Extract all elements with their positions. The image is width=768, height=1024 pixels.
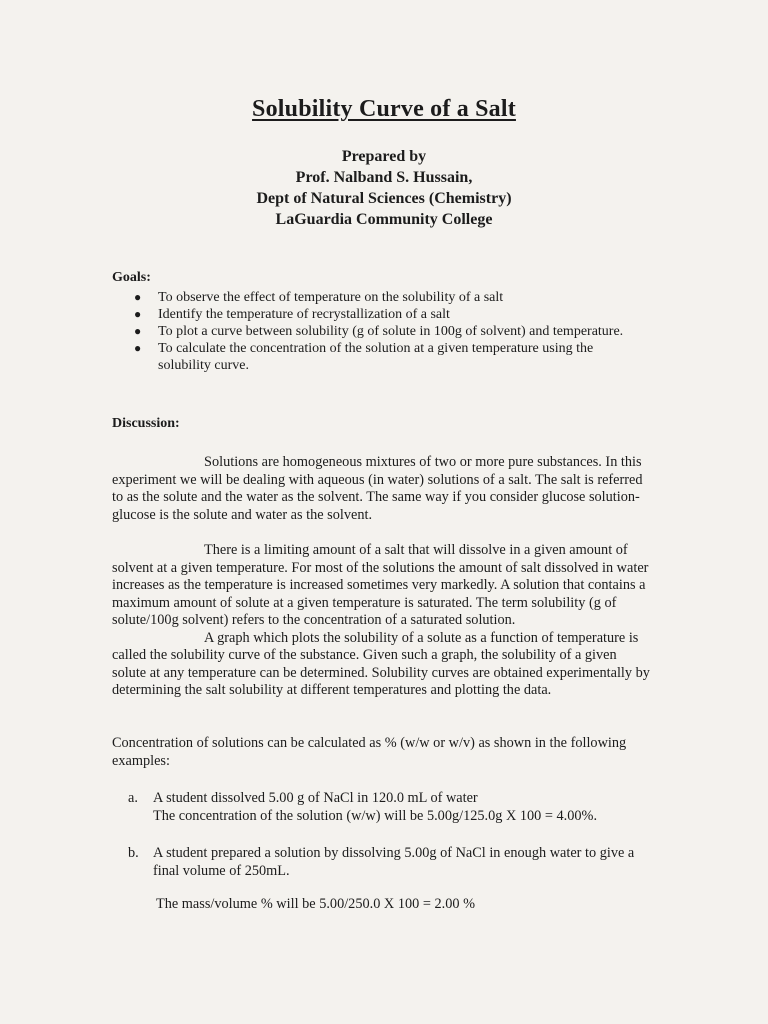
goal-item: ● To observe the effect of temperature on the solubility of a salt [134, 290, 504, 305]
example-label: a. [128, 790, 138, 806]
bullet-icon: ● [134, 341, 142, 355]
byline-author: Prof. Nalband S. Hussain, [295, 169, 473, 186]
paragraph-2b: A graph which plots the solubility of a solute as a function of temperature is called the solubility curve of the substance. Given such a graph, the solubility of a given solute at any temperature can be determined. Solubility curves are obtained experimentally by determining the salt solubility at different temperatures and plotting the data. [112, 629, 650, 698]
example-a [128, 790, 648, 825]
byline-prepared-by: Prepared by [341, 148, 427, 165]
goals-list [112, 289, 642, 374]
goal-item: ● To plot a curve between solubility (g of solute in 100g of solvent) and temperature. [134, 324, 624, 339]
byline [0, 146, 768, 230]
paragraph-2a: There is a limiting amount of a salt that will dissolve in a given amount of solvent at a given temperature. For most of the solutions the amount of salt dissolved in water increases as the temperature is increased sometimes very markedly. A solution that contains a maximum amount of solute at a given temperature is saturated. The term solubility (g of solute/100g solvent) refers to the concentration of a saturated solution. [112, 542, 649, 628]
byline-department: Dept of Natural Sciences (Chemistry) [256, 190, 512, 207]
example-result: The mass/volume % will be 5.00/250.0 X 100 = 2.00 % [156, 896, 475, 912]
example-result: The concentration of the solution (w/w) will be 5.00g/125.0g X 100 = 4.00%. [153, 807, 598, 824]
goal-item: ● Identify the temperature of recrystallization of a salt [134, 307, 450, 322]
example-line: A student prepared a solution by dissolving 5.00g of NaCl in enough water to give a final volume of 250mL. [153, 845, 635, 879]
example-line: A student dissolved 5.00 g of NaCl in 120.0 mL of water [153, 790, 478, 806]
discussion-heading: Discussion: [112, 416, 180, 431]
goal-item: ● To calculate the concentration of the solution at a given temperature using the solubility curve. [134, 341, 594, 373]
discussion-paragraph-2 [112, 542, 652, 700]
byline-college: LaGuardia Community College [275, 211, 493, 228]
document-title: Solubility Curve of a Salt [252, 96, 516, 122]
concentration-paragraph: Concentration of solutions can be calculated as % (w/w or w/v) as shown in the following examples: [112, 735, 627, 769]
discussion-paragraph-1: Solutions are homogeneous mixtures of two or more pure substances. In this experiment we will be dealing with aqueous (in water) solutions of a salt. The salt is referred to as the solute and the water as the solvent. The same way if you consider glucose solution- glucose is the solute and water as the solvent. [112, 454, 643, 523]
bullet-icon: ● [134, 290, 142, 304]
goals-heading: Goals: [112, 270, 151, 285]
bullet-icon: ● [134, 307, 142, 321]
example-label: b. [128, 845, 139, 861]
bullet-icon: ● [134, 324, 142, 338]
example-b [128, 845, 648, 880]
